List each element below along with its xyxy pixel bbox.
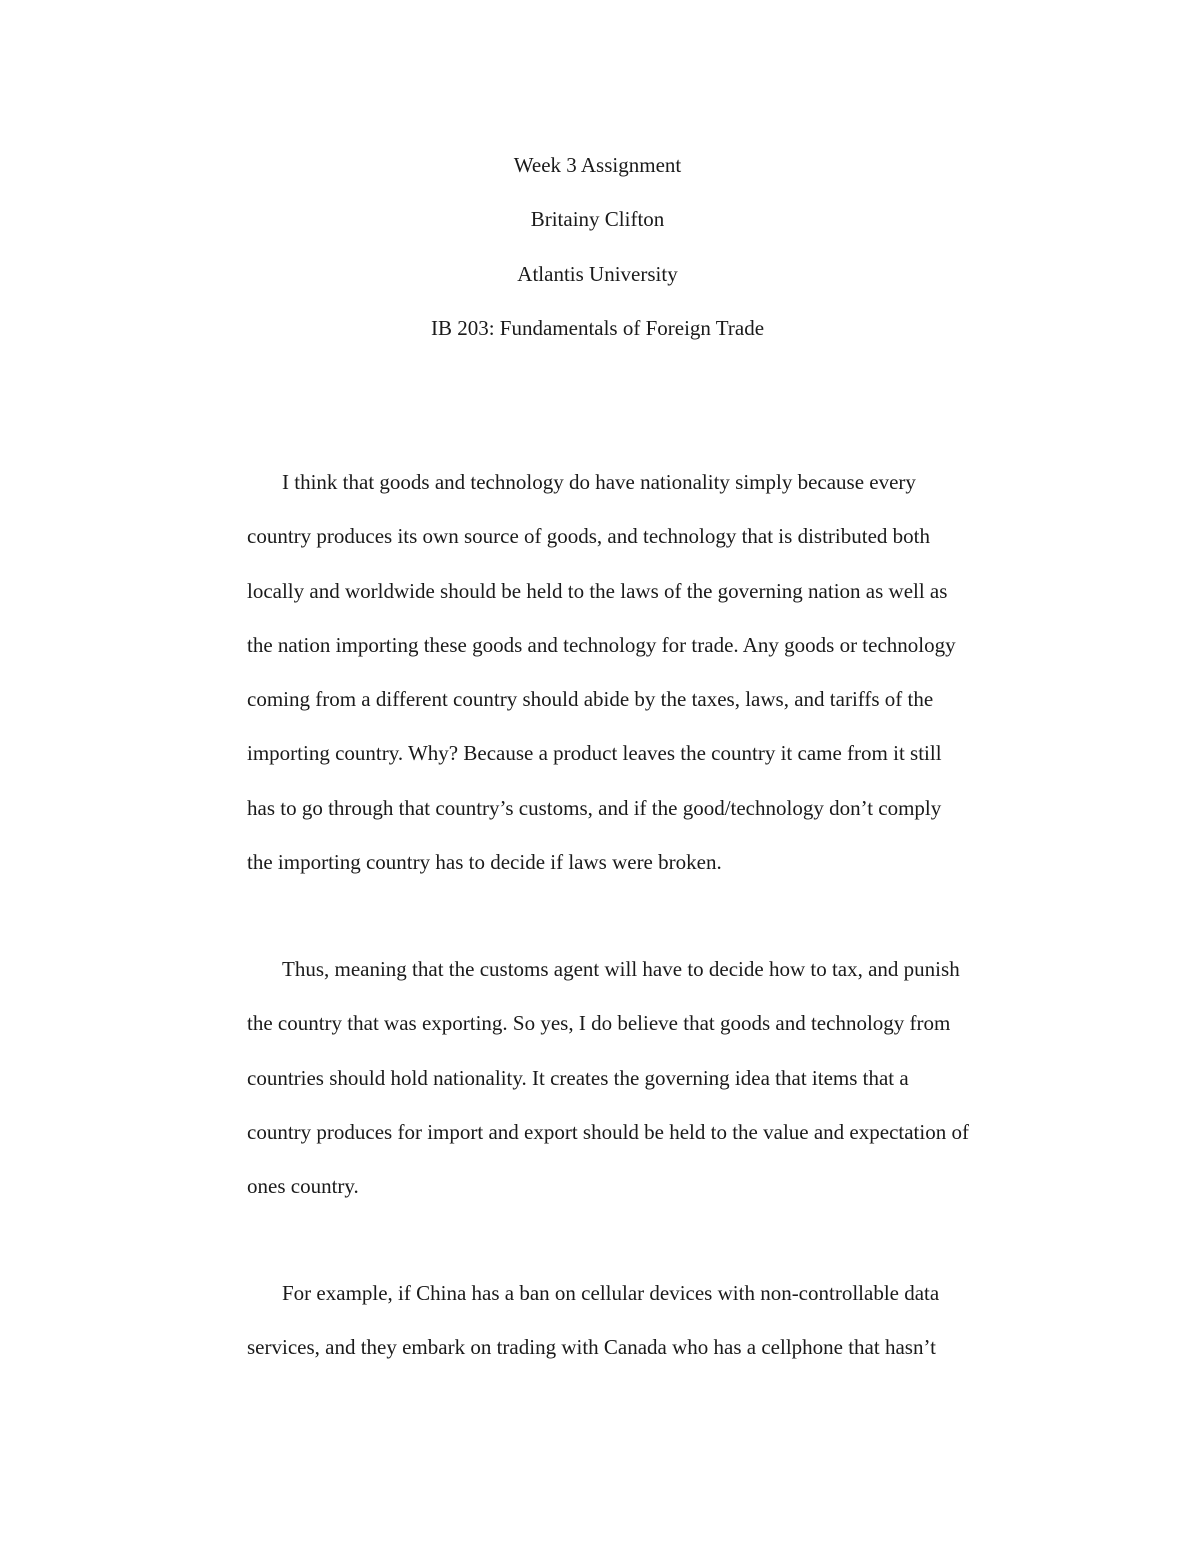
paragraph-3 [247, 1266, 1067, 1375]
paragraph-line: Thus, meaning that the customs agent will have to decide how to tax, and punish [282, 957, 960, 981]
paragraph-1 [247, 455, 1067, 889]
author-name: Britainy Clifton [530, 207, 665, 232]
course-name: IB 203: Fundamentals of Foreign Trade [430, 315, 765, 340]
paragraph-line: ones country. [247, 1174, 359, 1199]
paragraph-line: country produces for import and export should be held to the value and expectation of [247, 1119, 969, 1144]
paragraph-line: has to go through that country’s customs, and if the good/technology don’t comply [247, 795, 942, 820]
title-block [0, 138, 1195, 355]
paragraph-line: the importing country has to decide if laws were broken. [247, 850, 722, 875]
paragraph-line: For example, if China has a ban on cellular devices with non-controllable data [282, 1281, 940, 1305]
paragraph-line: importing country. Why? Because a product leaves the country it came from it still [247, 741, 942, 766]
paragraph-line: coming from a different country should abide by the taxes, laws, and tariffs of the [247, 687, 934, 712]
paragraph-line: the nation importing these goods and technology for trade. Any goods or technology [247, 632, 956, 657]
paragraph-line: locally and worldwide should be held to the laws of the governing nation as well as [247, 578, 948, 603]
paragraph-line: countries should hold nationality. It creates the governing idea that items that a [247, 1065, 909, 1090]
institution-name: Atlantis University [517, 261, 678, 286]
assignment-title: Week 3 Assignment [513, 153, 682, 177]
paragraph-2 [247, 942, 1067, 1213]
paragraph-line: services, and they embark on trading with Canada who has a cellphone that hasn’t [247, 1335, 936, 1360]
paragraph-line: I think that goods and technology do have nationality simply because every [282, 470, 916, 494]
paragraph-line: the country that was exporting. So yes, I do believe that goods and technology from [247, 1011, 951, 1036]
paragraph-line: country produces its own source of goods, and technology that is distributed both [247, 524, 930, 549]
